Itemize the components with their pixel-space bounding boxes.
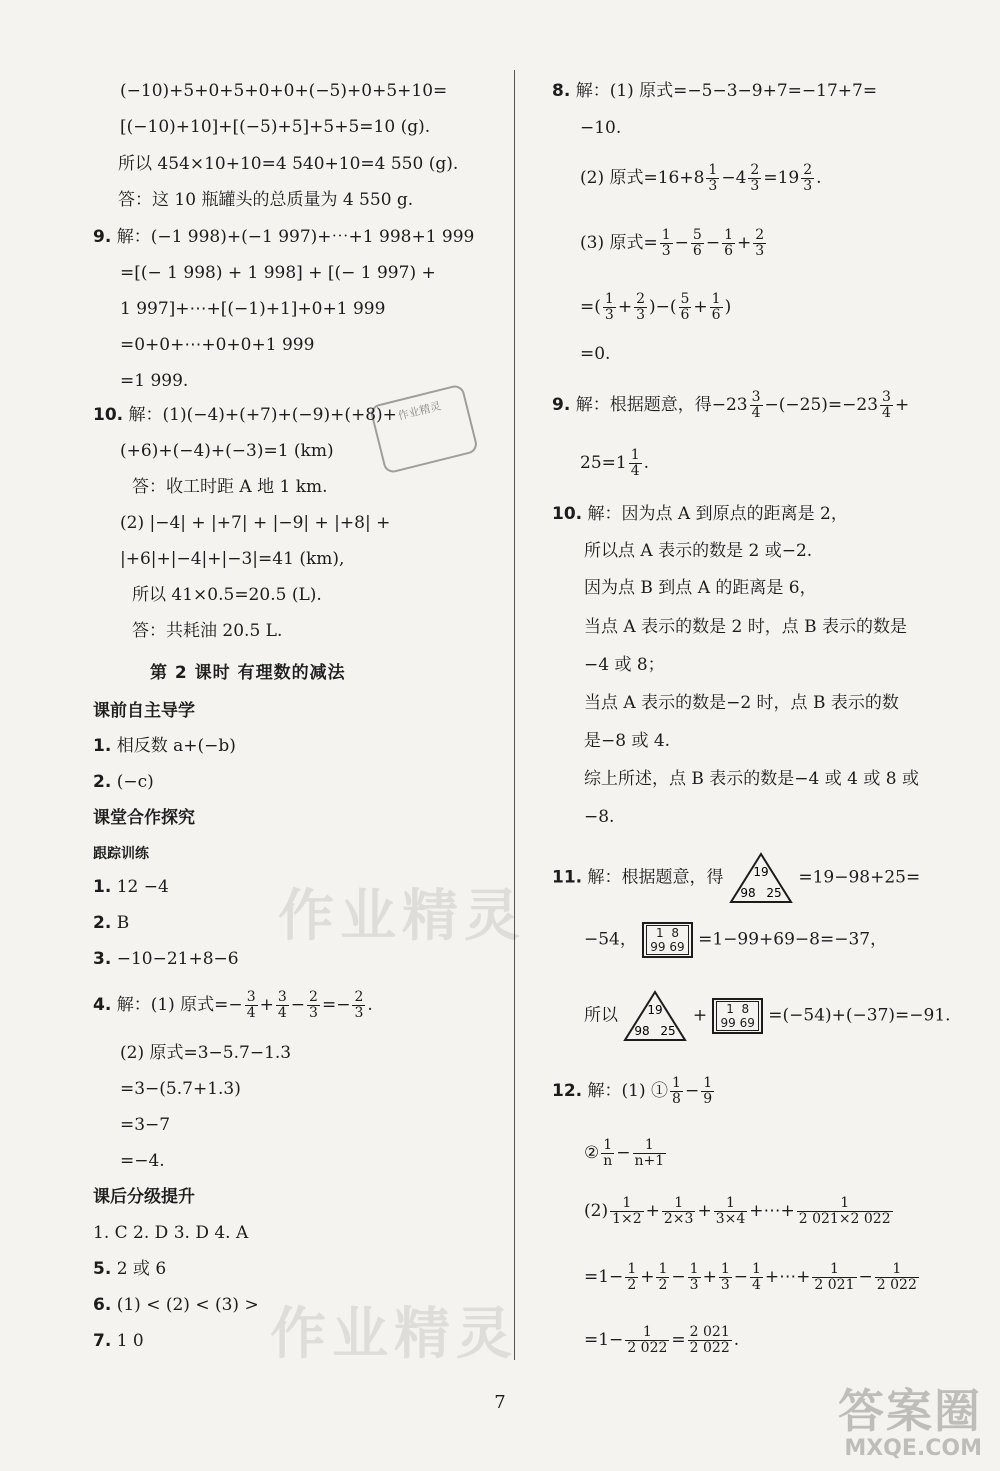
fraction [307, 990, 320, 1021]
question-number: 9. [93, 227, 112, 247]
section-heading: 课后分级提升 [93, 1187, 195, 1207]
question-number: 4. [93, 995, 112, 1015]
triangle-left-number: 98 [634, 1024, 651, 1038]
denominator: 4 [246, 1005, 256, 1021]
denominator: 3 [354, 1005, 364, 1021]
denominator: 2 021×2 022 [798, 1211, 891, 1227]
text-line: |+6|+|−4|+|−3|=41 (km), [120, 549, 345, 569]
answer-line [93, 876, 169, 898]
text-line: 解：(−1 998)+(−1 997)+⋯+1 998+1 999 [116, 227, 475, 247]
text-line: 是−8 或 4. [584, 731, 671, 751]
denominator: 3 [750, 178, 760, 194]
denominator: 3 [309, 1005, 318, 1021]
question-12 [552, 1076, 716, 1107]
math-text: =19−98+25= [798, 867, 921, 888]
denominator: 2 022 [689, 1340, 730, 1356]
box-number: 8 [741, 1002, 750, 1016]
denominator: 3 [604, 307, 614, 323]
square-figure [642, 922, 692, 958]
fraction [679, 292, 692, 323]
math-text: 解：根据题意，得−23 [575, 395, 748, 415]
denominator: 3 [636, 307, 645, 323]
answer-text: (−c) [116, 772, 154, 792]
math-text: + [737, 233, 752, 253]
math-text: +⋯+ [764, 1267, 811, 1287]
denominator: 3 [755, 243, 765, 259]
question-number: 1. [93, 736, 112, 756]
math-line [580, 228, 768, 259]
text-line: (+6)+(−4)+(−3)=1 (km) [120, 441, 334, 461]
watermark: 作业精灵 [278, 884, 526, 949]
answer-line [93, 771, 154, 793]
fraction [719, 1262, 732, 1293]
answer-line [93, 1330, 144, 1352]
answer-line [93, 735, 236, 757]
fraction [753, 228, 766, 259]
question-8 [552, 80, 877, 102]
math-text: =(−54)+(−37)=−91. [768, 1005, 951, 1026]
math-line [584, 1325, 739, 1356]
text-line: 所以点 A 表示的数是 2 或−2. [584, 541, 813, 561]
math-text: − [674, 233, 689, 253]
fraction [276, 990, 289, 1021]
text-line: =3−7 [120, 1115, 171, 1135]
question-number: 6. [93, 1295, 112, 1315]
math-text: +⋯+ [749, 1201, 795, 1221]
lesson-title: 第 2 课时 有理数的减法 [150, 663, 346, 683]
math-text: + [259, 995, 274, 1015]
numerator: 1 [672, 1075, 681, 1091]
answer-line: 1. C 2. D 3. D 4. A [93, 1223, 249, 1243]
text-line: 因为点 B 到点 A 的距离是 6， [584, 578, 817, 598]
numerator: 1 [812, 1262, 856, 1278]
question-9 [552, 390, 909, 421]
box-number: 1 [656, 926, 664, 940]
fraction [722, 228, 735, 259]
math-text: ) [724, 297, 732, 317]
numerator: 1 [661, 227, 671, 243]
math-line [584, 990, 951, 1042]
math-text: =19 [763, 168, 800, 188]
numerator: 5 [692, 227, 702, 243]
fraction [660, 228, 673, 259]
denominator: 9 [703, 1091, 713, 1107]
denominator: 4 [277, 1005, 287, 1021]
watermark: 作业精灵 [270, 1302, 518, 1367]
numerator: 2 [636, 291, 645, 307]
question-number: 8. [552, 81, 571, 101]
stamp-text: 作业精灵 [396, 399, 443, 423]
text-line: =1 999. [120, 371, 189, 391]
fraction [662, 1196, 696, 1227]
math-line [584, 1196, 895, 1227]
triangle-right-number: 25 [766, 886, 782, 900]
numerator: 1 [752, 1261, 761, 1277]
fraction [714, 1196, 748, 1227]
numerator: 1 [711, 291, 721, 307]
math-text: 解：(1) 原式=− [116, 995, 243, 1015]
fraction [245, 990, 258, 1021]
text-line: 解：因为点 A 到原点的距离是 2， [587, 504, 848, 524]
column-divider [514, 70, 515, 1360]
text-line: =0. [580, 344, 611, 364]
fraction [688, 1325, 732, 1356]
text-line: 当点 A 表示的数是−2 时，点 B 表示的数 [584, 693, 899, 713]
question-number: 10. [93, 405, 124, 425]
text-line: 答：这 10 瓶罐头的总质量为 4 550 g. [118, 190, 414, 210]
denominator: 1×2 [612, 1211, 642, 1227]
answer-line [93, 1258, 166, 1280]
answer-text: 12 −4 [116, 877, 169, 897]
denominator: 2 022 [627, 1340, 668, 1356]
math-text: − [733, 1267, 748, 1287]
math-text: + [692, 1005, 708, 1026]
math-text: 25=1 [580, 453, 627, 473]
answer-text: 相反数 a+(−b) [116, 736, 236, 756]
text-line: 当点 A 表示的数是 2 时，点 B 表示的数是 [584, 617, 908, 637]
numerator: 1 [627, 1261, 637, 1277]
stamp-watermark [369, 383, 479, 474]
answer-text: 2 或 6 [116, 1259, 167, 1279]
triangle-figure [623, 990, 687, 1042]
answer-text: B [116, 913, 130, 933]
logo-text: 答案圈 [838, 1384, 982, 1438]
box-number: 8 [671, 926, 679, 940]
numerator: 1 [633, 1138, 667, 1154]
numerator: 2 [803, 162, 813, 178]
math-text: + [640, 1267, 655, 1287]
fraction [670, 1076, 683, 1107]
math-line [580, 163, 822, 194]
fraction [625, 1325, 669, 1356]
denominator: 6 [680, 307, 690, 323]
math-text: . [816, 168, 822, 188]
box-number: 1 [726, 1002, 734, 1016]
fraction [880, 390, 893, 421]
numerator: 5 [680, 291, 690, 307]
denominator: 4 [882, 405, 891, 421]
text-line: −10. [580, 118, 622, 138]
fraction [710, 292, 723, 323]
fraction [801, 163, 814, 194]
denominator: 4 [751, 405, 761, 421]
fraction [633, 1138, 667, 1169]
math-text: =1− [584, 1267, 624, 1287]
fraction [601, 1138, 614, 1169]
numerator: 1 [724, 227, 733, 243]
math-text: −4 [721, 168, 747, 188]
numerator: 1 [714, 1196, 748, 1212]
math-text: (3) 原式= [580, 233, 658, 253]
denominator: 3 [661, 243, 671, 259]
numerator: 1 [875, 1262, 919, 1278]
math-text: 解：(1) ① [587, 1081, 669, 1101]
denominator: 6 [724, 243, 733, 259]
question-number: 5. [93, 1259, 112, 1279]
denominator: 3×4 [715, 1211, 746, 1227]
section-heading: 课前自主导学 [93, 701, 195, 721]
subsection-heading: 跟踪训练 [93, 846, 149, 862]
fraction [629, 448, 642, 479]
math-text: − [290, 995, 306, 1015]
denominator: 2 [627, 1277, 637, 1293]
question-10 [552, 503, 848, 525]
fraction [701, 1076, 714, 1107]
math-text: . [733, 1330, 740, 1350]
math-text: − [858, 1267, 873, 1287]
numerator: 2 021 [689, 1324, 730, 1340]
text-line: 综上所述，点 B 表示的数是−4 或 4 或 8 或 [584, 769, 920, 789]
site-logo[interactable] [838, 1386, 982, 1461]
numerator: 2 [755, 227, 765, 243]
question-number: 9. [552, 395, 571, 415]
denominator: n+1 [634, 1153, 665, 1169]
math-text: − [616, 1143, 631, 1163]
question-number: 1. [93, 877, 112, 897]
text-line: 1 997]+⋯+[(−1)+1]+0+1 999 [120, 299, 386, 319]
math-text: (2) 原式=16+8 [580, 168, 705, 188]
answer-text: −10−21+8−6 [116, 949, 239, 969]
math-text: + [617, 297, 633, 317]
numerator: 2 [750, 162, 760, 178]
math-text: − [705, 233, 721, 253]
question-number: 2. [93, 772, 112, 792]
denominator: 3 [708, 178, 718, 194]
math-text: )−( [648, 297, 677, 317]
fraction [610, 1196, 644, 1227]
math-text: = [671, 1330, 686, 1350]
triangle-top-number: 19 [647, 1003, 664, 1017]
text-line: (2) 原式=3−5.7−1.3 [120, 1043, 292, 1063]
text-line: −4 或 8； [584, 655, 665, 675]
denominator: 4 [752, 1277, 761, 1293]
square-inner [646, 925, 688, 955]
math-text: + [693, 297, 708, 317]
numerator: 1 [610, 1196, 644, 1212]
denominator: 6 [711, 307, 721, 323]
question-10 [93, 404, 397, 426]
numerator: 2 [354, 989, 364, 1005]
denominator: 6 [692, 243, 702, 259]
numerator: 3 [882, 389, 891, 405]
text-line: [(−10)+10]+[(−5)+5]+5+5=10 (g). [120, 117, 431, 137]
numerator: 1 [658, 1261, 668, 1277]
text-line: 答：收工时距 A 地 1 km. [132, 477, 328, 497]
denominator: 4 [630, 463, 640, 479]
answer-line [93, 948, 239, 970]
math-text: −54， [584, 929, 637, 950]
text-line: 所以 41×0.5=20.5 (L). [132, 585, 322, 605]
question-number: 7. [93, 1331, 112, 1351]
numerator: 1 [625, 1325, 669, 1341]
numerator: 1 [662, 1196, 696, 1212]
math-text: + [702, 1267, 717, 1287]
box-number: 69 [739, 1016, 755, 1030]
numerator: 2 [309, 989, 318, 1005]
numerator: 1 [689, 1261, 699, 1277]
question-4 [93, 990, 373, 1021]
fraction [750, 390, 763, 421]
fraction [748, 163, 761, 194]
square-figure [712, 998, 762, 1034]
numerator: 1 [797, 1196, 893, 1212]
denominator: 3 [720, 1277, 730, 1293]
numerator: 1 [708, 162, 718, 178]
question-number: 11. [552, 867, 583, 888]
question-9 [93, 226, 474, 248]
question-number: 12. [552, 1081, 583, 1101]
math-text: −(−25)=−23 [764, 395, 879, 415]
text-line: −8. [584, 807, 615, 827]
square-inner [716, 1001, 758, 1031]
math-line [584, 1262, 921, 1293]
numerator: 1 [630, 447, 640, 463]
fraction [688, 1262, 701, 1293]
fraction [634, 292, 647, 323]
triangle-figure [729, 852, 793, 904]
numerator: 1 [604, 291, 614, 307]
math-text: + [645, 1201, 660, 1221]
text-line: 所以 454×10+10=4 540+10=4 550 (g). [118, 154, 459, 174]
math-text: =1− [584, 1330, 624, 1350]
denominator: 2 [658, 1277, 668, 1293]
fraction [750, 1262, 763, 1293]
page-number: 7 [494, 1392, 506, 1413]
fraction [875, 1262, 919, 1293]
box-number: 99 [650, 940, 666, 954]
math-text: =1−99+69−8=−37， [698, 929, 888, 950]
math-text: + [697, 1201, 712, 1221]
fraction [603, 292, 616, 323]
fraction [812, 1262, 856, 1293]
fraction [797, 1196, 893, 1227]
denominator: 2 021 [814, 1277, 855, 1293]
answer-text: (1) < (2) < (3) > [116, 1295, 259, 1315]
math-text: + [894, 395, 910, 415]
math-text: 所以 [584, 1005, 618, 1026]
math-text: − [684, 1081, 700, 1101]
math-text: 解：根据题意，得 [587, 867, 724, 888]
box-number: 69 [669, 940, 685, 954]
triangle-top-number: 19 [753, 865, 769, 879]
math-text: . [643, 453, 650, 473]
math-line [584, 1138, 668, 1169]
text-line: =0+0+⋯+0+0+1 999 [120, 335, 315, 355]
numerator: 3 [751, 389, 761, 405]
math-text: =− [321, 995, 351, 1015]
text-line: =[(− 1 998) + 1 998] + [(− 1 997) + [120, 263, 436, 283]
math-text: =( [580, 297, 601, 317]
math-text: . [367, 995, 373, 1015]
text-line: (−10)+5+0+5+0+0+(−5)+0+5+10= [120, 81, 448, 101]
text-line: 解：(1)(−4)+(+7)+(−9)+(+8)+ [128, 405, 397, 425]
numerator: 1 [720, 1261, 730, 1277]
question-number: 2. [93, 913, 112, 933]
question-number: 10. [552, 504, 583, 524]
question-11 [552, 852, 920, 904]
math-line [584, 922, 887, 958]
box-number: 99 [720, 1016, 736, 1030]
numerator: 1 [601, 1138, 614, 1154]
triangle-left-number: 98 [740, 886, 756, 900]
question-number: 3. [93, 949, 112, 969]
text-line: =−4. [120, 1151, 165, 1171]
denominator: 8 [672, 1091, 681, 1107]
denominator: 3 [803, 178, 813, 194]
numerator: 3 [246, 989, 256, 1005]
denominator: n [603, 1153, 613, 1169]
fraction [352, 990, 365, 1021]
text-line: (2) |−4| + |+7| + |−9| + |+8| + [120, 513, 391, 533]
answer-text: 1 0 [116, 1331, 144, 1351]
math-text: ② [584, 1143, 600, 1163]
fraction [706, 163, 719, 194]
math-line [580, 292, 731, 323]
math-text: (2) [584, 1201, 609, 1221]
math-line [580, 448, 649, 479]
answer-line [93, 912, 129, 934]
math-text: − [671, 1267, 686, 1287]
text-line: 答：共耗油 20.5 L. [132, 621, 283, 641]
text-line: 解：(1) 原式=−5−3−9+7=−17+7= [575, 81, 878, 101]
fraction [691, 228, 704, 259]
triangle-right-number: 25 [660, 1024, 677, 1038]
denominator: 3 [689, 1277, 699, 1293]
denominator: 2×3 [663, 1211, 694, 1227]
fraction [625, 1262, 638, 1293]
text-line: =3−(5.7+1.3) [120, 1079, 241, 1099]
answer-line [93, 1294, 259, 1316]
denominator: 2 022 [876, 1277, 917, 1293]
numerator: 1 [703, 1075, 713, 1091]
fraction [656, 1262, 669, 1293]
section-heading: 课堂合作探究 [93, 808, 195, 828]
numerator: 3 [277, 989, 287, 1005]
site-url: MXQE.COM [844, 1436, 982, 1461]
